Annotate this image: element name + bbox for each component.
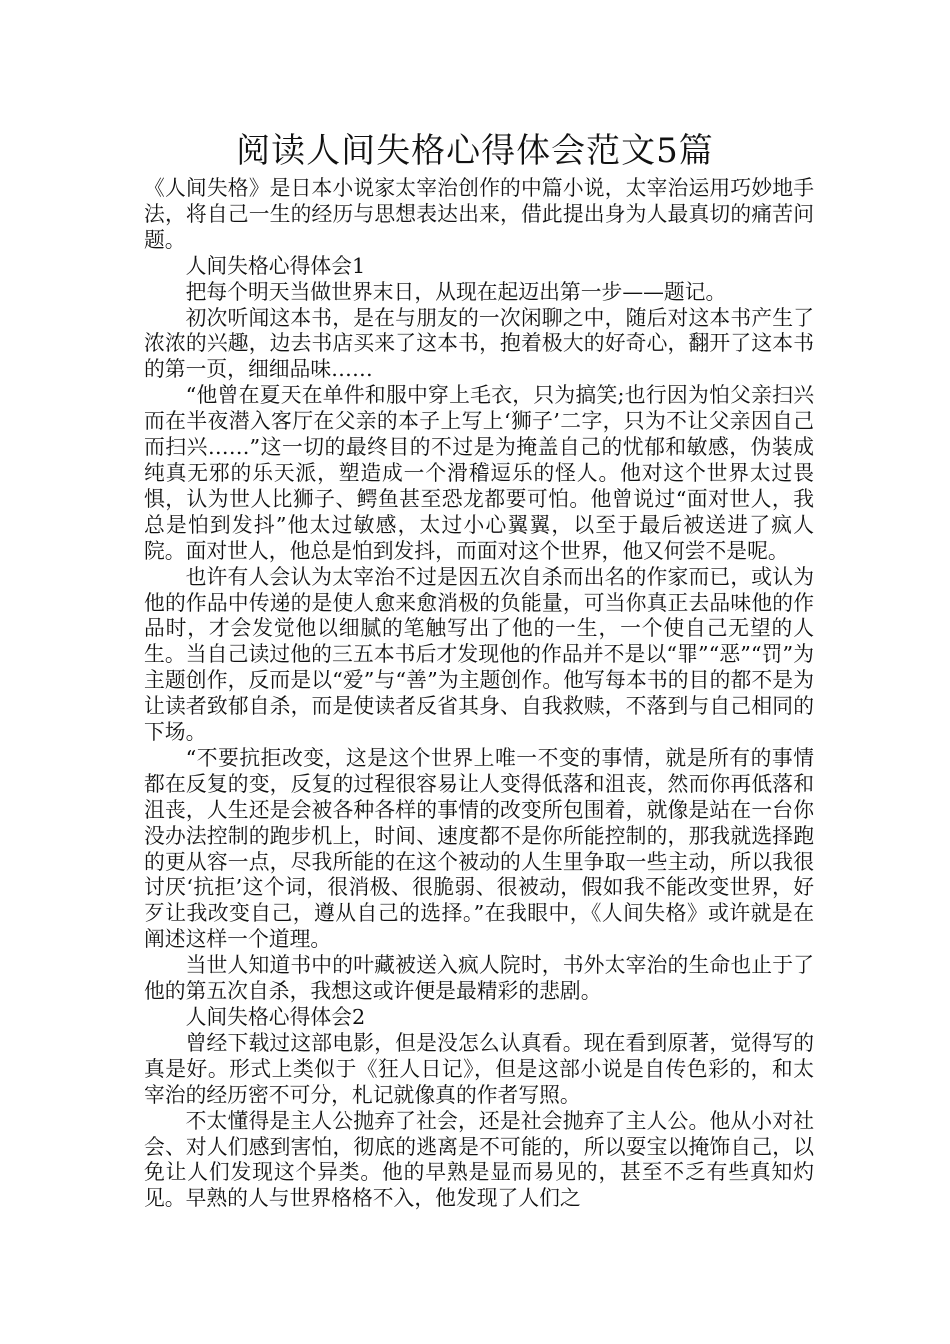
body-paragraph: 初次听闻这本书，是在与朋友的一次闲聊之中，随后对这本书产生了浓浓的兴趣，边去书店买来了这本书，抱着极大的好奇心，翻开了这本书的第一页，细细品味…… bbox=[144, 305, 814, 382]
section-heading-1: 人间失格心得体会1 bbox=[185, 253, 366, 278]
section-heading-2: 人间失格心得体会2 bbox=[185, 1005, 366, 1029]
body-paragraph: “不要抗拒改变，这是这个世界上唯一不变的事情，就是所有的事情都在反复的变，反复的过程很容易让人变得低落和沮丧，然而你再低落和沮丧，人生还是会被各种各样的事情的改变所包围着，就像是站在一台你没办法控制的跑步机上，时间、速度都不是你所能控制的，那我就选择跑的更从容一点，尽我所能的在这个被动的人生里争取一些主动，所以我很讨厌‘抗拒’这个词，很消极、很脆弱、很被动，假如我不能改变世界，好歹让我改变自己，遵从自己的选择。”在我眼中，《人间失格》或许就是在阐述这样一个道理。 bbox=[144, 745, 814, 952]
body-paragraph: 曾经下载过这部电影，但是没怎么认真看。现在看到原著，觉得写的真是好。形式上类似于《狂人日记》，但是这部小说是自传色彩的，和太宰治的经历密不可分，札记就像真的作者写照。 bbox=[144, 1030, 814, 1107]
document-body bbox=[144, 176, 814, 1212]
body-paragraph: 不太懂得是主人公抛弃了社会，还是社会抛弃了主人公。他从小对社会、对人们感到害怕，彻底的逃离是不可能的，所以耍宝以掩饰自己，以免让人们发现这个异类。他的早熟是显而易见的，甚至不乏有些真知灼见。早熟的人与世界格格不入，他发现了人们之 bbox=[144, 1108, 814, 1211]
document-title: 阅读人间失格心得体会范文5篇 bbox=[236, 131, 714, 171]
body-paragraph: “他曾在夏天在单件和服中穿上毛衣，只为搞笑;也行因为怕父亲扫兴而在半夜潜入客厅在父亲的本子上写上‘狮子’二字，只为不让父亲因自己而扫兴……”这一切的最终目的不过是为掩盖自己的忧郁和敏感，伪装成纯真无邪的乐天派，塑造成一个滑稽逗乐的怪人。他对这个世界太过畏惧，认为世人比狮子、鳄鱼甚至恐龙都要可怕。他曾说过“面对世人，我总是怕到发抖”他太过敏感，太过小心翼翼，以至于最后被送进了疯人院。面对世人，他总是怕到发抖，而面对这个世界，他又何尝不是呢。 bbox=[144, 383, 814, 563]
epigraph-paragraph: 把每个明天当做世界末日，从现在起迈出第一步——题记。 bbox=[185, 279, 727, 304]
body-paragraph: 当世人知道书中的叶藏被送入疯人院时，书外太宰治的生命也止于了他的第五次自杀，我想这或许便是最精彩的悲剧。 bbox=[144, 953, 814, 1004]
intro-paragraph: 《人间失格》是日本小说家太宰治创作的中篇小说，太宰治运用巧妙地手法，将自己一生的经历与思想表达出来，借此提出身为人最真切的痛苦问题。 bbox=[144, 176, 814, 252]
body-paragraph: 也许有人会认为太宰治不过是因五次自杀而出名的作家而已，或认为他的作品中传递的是使人愈来愈消极的负能量，可当你真正去品味他的作品时，才会发觉他以细腻的笔触写出了他的一生，一个使自己无望的人生。当自己读过他的三五本书后才发现他的作品并不是以“罪”“恶”“罚”为主题创作，反而是以“爱”与“善”为主题创作。他写每本书的目的都不是为让读者致郁自杀，而是使读者反省其身、自我救赎，不落到与自己相同的下场。 bbox=[144, 564, 814, 745]
